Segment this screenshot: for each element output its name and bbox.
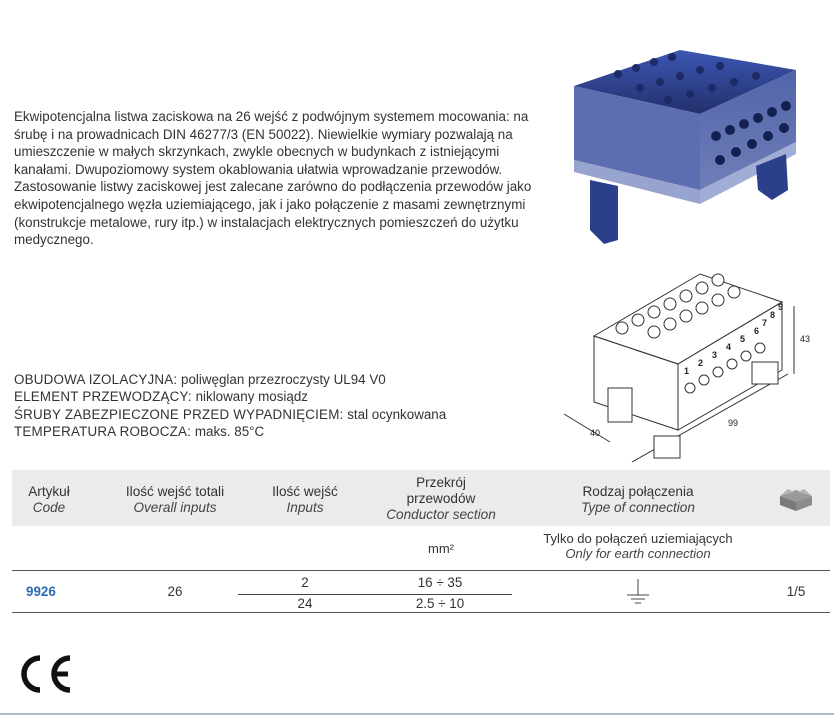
terminal-number: 6 [754, 326, 760, 336]
specifications [14, 371, 554, 441]
dim-height-label: 43 [800, 334, 811, 344]
connection-note: Tylko do połączeń uziemiających Only for earth connection [543, 531, 733, 561]
terminal-number: 1 [684, 366, 690, 376]
spec-value: stal ocynkowana [347, 406, 447, 422]
product-description: Ekwipotencjalna listwa zaciskowa na 26 wejść z podwójnym systemem mocowania: na śrubę i na prowadnicach DIN 46277/3 (EN 50022). Niewielkie wymiary pozwalają na umieszczenie w małych skrzynkach, zwykle obecnych w budynkach z istniejącymi kanałami. Dwupoziomowy system okablowania ułatwia wprowadzanie przewodów. Zastosowanie listwy zaciskowej jest zalecane zarówno do podłączenia przewodów jako ekwipotencjalnego węzła uziemiającego, jak i jako połączenie z masami zewnętrznymi (konstrukcje metalowe, rury itp.) w instalacjach elektrycznych pomieszczeń do użytku medycznego. [14, 109, 532, 248]
technical-drawing [550, 266, 830, 470]
header-connection-type: Rodzaj połączenia Type of connection [581, 484, 695, 515]
spec-row [14, 406, 554, 423]
header-conductor-section: Przekrój przewodów Conductor section [386, 475, 496, 522]
earth-ground-icon [624, 577, 652, 607]
section-bottom-value: 2.5 ÷ 10 [415, 596, 465, 611]
unit-label: mm² [428, 541, 454, 556]
inputs-top-value: 2 [301, 575, 309, 590]
pack-quantity: 1/5 [786, 584, 806, 599]
terminal-number: 2 [698, 358, 704, 368]
spec-value: maks. 85°C [194, 424, 265, 440]
spec-label: ELEMENT PRZEWODZĄCY: [14, 389, 192, 405]
spec-value: poliwęglan przezroczysty UL94 V0 [181, 372, 386, 387]
terminal-number: 8 [770, 310, 776, 320]
spec-row [14, 388, 554, 405]
spec-label: ŚRUBY ZABEZPIECZONE PRZED WYPADNIĘCIEM: [14, 406, 344, 422]
table-rule [12, 570, 830, 571]
dim-width-label: 99 [728, 418, 739, 428]
terminal-number: 7 [762, 318, 768, 328]
terminal-number: 9 [778, 302, 784, 312]
header-inputs: Ilość wejść Inputs [272, 484, 338, 515]
dim-depth-label: 40 [590, 428, 601, 438]
ce-mark-icon [18, 654, 76, 694]
section-top-value: 16 ÷ 35 [417, 575, 463, 590]
table-rule [12, 612, 830, 613]
terminal-number: 3 [712, 350, 718, 360]
spec-row [14, 371, 554, 388]
overall-inputs-value: 26 [167, 584, 183, 599]
terminal-number: 5 [740, 334, 746, 344]
inputs-bottom-value: 24 [297, 596, 313, 611]
package-icon [776, 486, 816, 512]
spec-label: TEMPERATURA ROBOCZA: [14, 424, 192, 440]
terminal-number: 4 [726, 342, 732, 352]
row-divider [238, 594, 512, 595]
spec-row [14, 423, 554, 440]
spec-label: OBUDOWA IZOLACYJNA: [14, 372, 178, 387]
product-photo [560, 40, 806, 248]
spec-value: niklowany mosiądz [195, 389, 308, 405]
footer-line [0, 713, 834, 715]
header-overall-inputs: Ilość wejść totali Overall inputs [125, 484, 225, 515]
product-code: 9926 [26, 584, 56, 599]
header-article: Artykuł Code [28, 484, 70, 515]
